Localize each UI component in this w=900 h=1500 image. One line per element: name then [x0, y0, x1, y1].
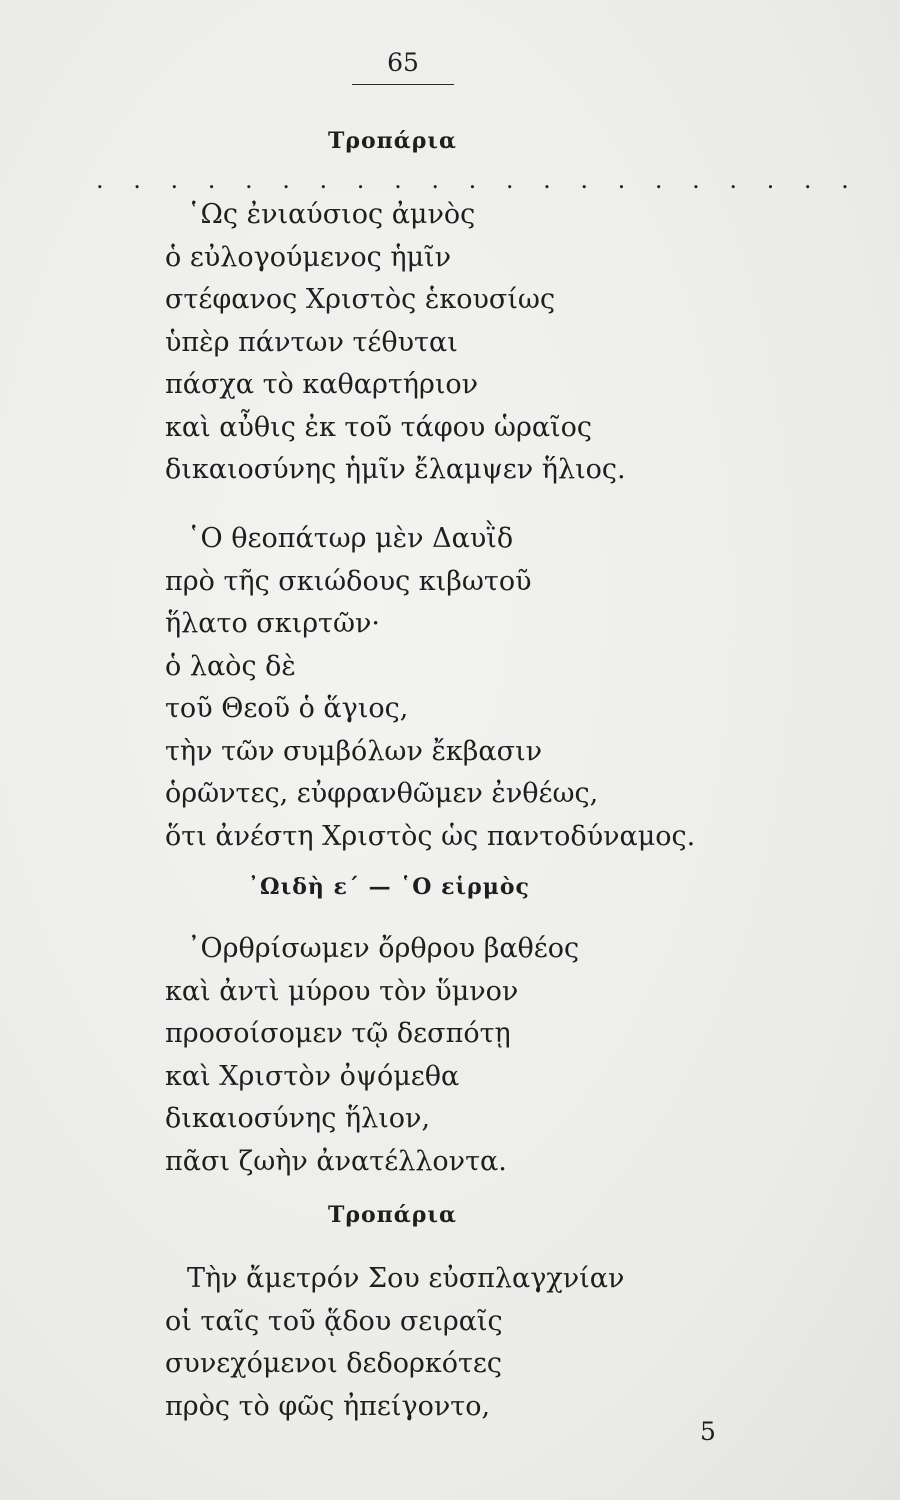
heading-troparia-2: Τροπάρια — [328, 1202, 457, 1228]
verse-line: ὁ λαὸς δὲ — [165, 650, 296, 682]
verse-line: δικαιοσύνης ἥλιον, — [165, 1103, 431, 1134]
verse-line: τὴν τῶν συμβόλων ἔκβασιν — [165, 735, 543, 767]
header-rule — [352, 84, 454, 85]
verse-line: ὑπὲρ πάντων τέθυται — [165, 326, 458, 358]
verse-line: οἱ ταῖς τοῦ ᾅδου σειραῖς — [165, 1305, 503, 1337]
verse-line: ῾Ο θεοπάτωρ μὲν Δαυῒδ — [187, 523, 514, 554]
page-number: 65 — [387, 48, 419, 77]
verse-line: προσοίσομεν τῷ δεσπότῃ — [165, 1018, 511, 1049]
verse-line: τοῦ Θεοῦ ὁ ἅγιος, — [165, 693, 409, 724]
verse-line: στέφανος Χριστὸς ἑκουσίως — [165, 284, 556, 315]
verse-line: ᾽Ορθρίσωμεν ὄρθρου βαθέος — [187, 933, 580, 964]
verse-line: καὶ αὖθις ἐκ τοῦ τάφου ὡραῖος — [165, 411, 593, 443]
verse-line: ῾Ως ἐνιαύσιος ἀμνὸς — [187, 199, 476, 230]
verse-line: συνεχόμενοι δεδορκότες — [165, 1348, 503, 1379]
verse-line: ἥλατο σκιρτῶν· — [165, 608, 381, 639]
stanza-4 — [165, 1258, 624, 1428]
verse-line: πάσχα τὸ καθαρτήριον — [165, 369, 479, 400]
verse-line: δικαιοσύνης ἡμῖν ἔλαμψεν ἥλιος. — [165, 454, 626, 485]
verse-line: πᾶσι ζωὴν ἀνατέλλοντα. — [165, 1145, 507, 1177]
signature-mark: 5 — [700, 1417, 716, 1446]
heading-ode: ᾽Ωιδὴ ε΄ — ῾Ο εἱρμὸς — [248, 874, 530, 900]
ellipsis-row: . . . . . . . . . . . . . . . . . . . . . — [96, 166, 860, 194]
verse-line: καὶ Χριστὸν ὀψόμεθα — [165, 1060, 460, 1092]
verse-line: καὶ ἀντὶ μύρου τὸν ὕμνον — [165, 975, 519, 1007]
verse-line: πρὸς τὸ φῶς ἠπείγοντο, — [165, 1390, 491, 1422]
stanza-1 — [165, 194, 626, 492]
verse-line: ὅτι ἀνέστη Χριστὸς ὡς παντοδύναμος. — [165, 820, 696, 852]
verse-line: ὁ εὐλογούμενος ἡμῖν — [165, 241, 452, 273]
stanza-2 — [165, 518, 695, 858]
heading-troparia-1: Τροπάρια — [328, 128, 457, 154]
verse-line: ὁρῶντες, εὐφρανθῶμεν ἐνθέως, — [165, 778, 599, 809]
verse-line: πρὸ τῆς σκιώδους κιβωτοῦ — [165, 565, 532, 597]
stanza-3 — [165, 928, 579, 1183]
verse-line: Τὴν ἄμετρόν Σου εὐσπλαγχνίαν — [187, 1263, 625, 1294]
